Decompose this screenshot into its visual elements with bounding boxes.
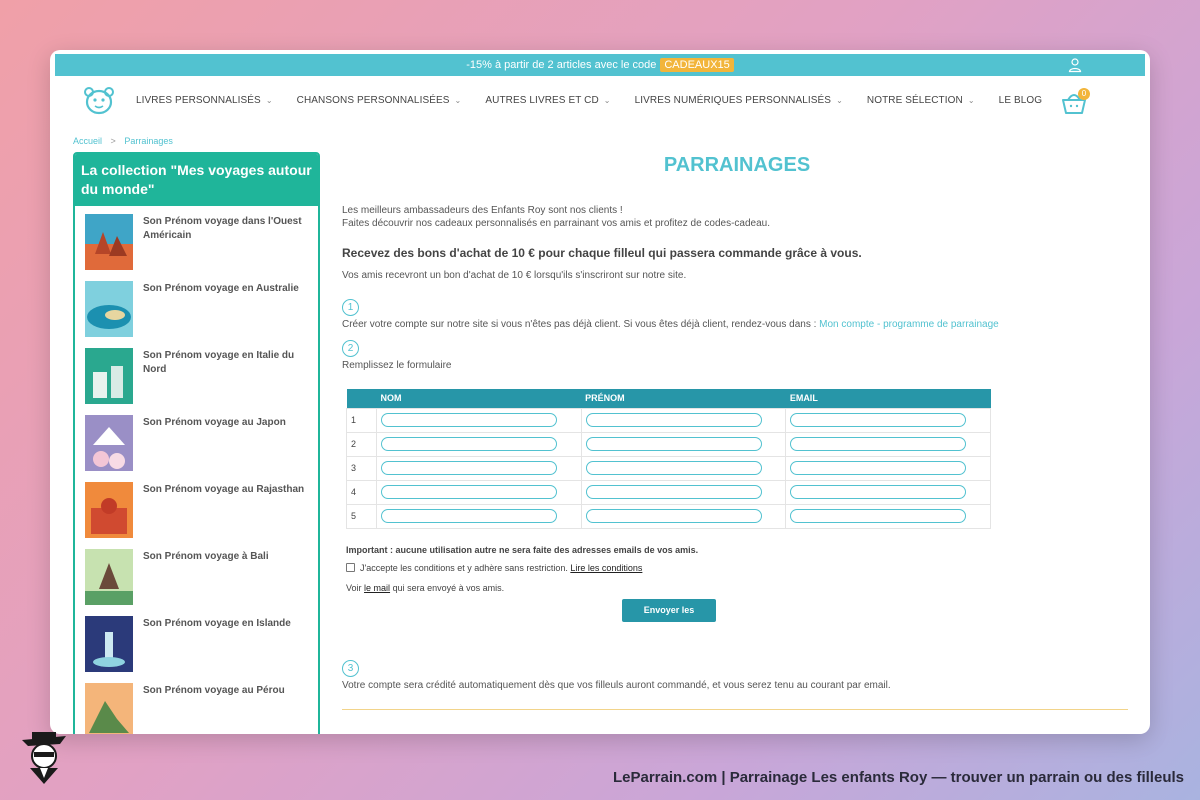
nav-menu [136, 95, 1066, 106]
account-referral-link[interactable]: Mon compte - programme de parrainage [819, 319, 999, 330]
step-1-number: 1 [342, 299, 359, 316]
sidebar-item-australie[interactable]: Son Prénom voyage en Australie [75, 273, 318, 340]
promo-text: -15% à partir de 2 articles avec le code [466, 59, 657, 71]
book-cover-thumbnail [85, 415, 133, 471]
email-input[interactable] [790, 485, 966, 499]
table-header-prenom: PRÉNOM [581, 389, 786, 408]
accept-text: J'accepte les conditions et y adhère sans restriction. [360, 562, 568, 573]
cart-count-badge: 0 [1078, 88, 1090, 100]
footer-caption: LeParrain.com | Parrainage Les enfants Roy — trouver un parrain ou des filleuls [612, 769, 1184, 786]
breadcrumb-home[interactable]: Accueil [73, 136, 103, 146]
main-content [342, 152, 1132, 710]
nav-item-blog[interactable]: LE BLOG [998, 95, 1043, 106]
promo-code: CADEAUX15 [660, 58, 733, 72]
row-number: 4 [347, 480, 377, 504]
step-1 [342, 299, 1132, 330]
intro-text: Les meilleurs ambassadeurs des Enfants Roy sont nos clients ! Faites découvrir nos cadeaux personnalisés en parrainant vos amis et profitez de codes-cadeau. [342, 205, 771, 229]
chevron-down-icon: ⌄ [454, 96, 462, 105]
email-input[interactable] [790, 461, 966, 475]
sidebar-item-japon[interactable]: Son Prénom voyage au Japon [75, 407, 318, 474]
chevron-down-icon: ⌄ [265, 96, 273, 105]
row-number: 1 [347, 408, 377, 432]
nom-input[interactable] [381, 509, 557, 523]
send-invitations-button[interactable]: Envoyer les invitations [622, 599, 716, 622]
chevron-down-icon: ⌄ [603, 96, 611, 105]
preview-mail-line: Voir le mail qui sera envoyé à vos amis. [346, 582, 505, 593]
book-cover-thumbnail [85, 616, 133, 672]
sidebar-item-rajasthan[interactable]: Son Prénom voyage au Rajasthan [75, 474, 318, 541]
nav-item-selection[interactable]: NOTRE SÉLECTION ⌄ [866, 95, 975, 106]
row-number: 3 [347, 456, 377, 480]
step-3-text: Votre compte sera crédité automatiquement dès que vos filleuls auront commandé, et vous serez tenu au courant par email. [342, 679, 891, 691]
accept-checkbox[interactable] [346, 563, 355, 572]
breadcrumb [73, 136, 173, 146]
sidebar-item-ouest-americain[interactable]: Son Prénom voyage dans l'Ouest Américain [75, 206, 318, 273]
sidebar-item-islande[interactable]: Son Prénom voyage en Islande [75, 608, 318, 675]
nom-input[interactable] [381, 437, 557, 451]
table-header-num [347, 389, 377, 408]
table-row [347, 432, 991, 456]
preview-mail-link[interactable]: le mail [364, 582, 391, 593]
step-3-number: 3 [342, 660, 359, 677]
table-header-nom: NOM [377, 389, 582, 408]
prenom-input[interactable] [586, 461, 762, 475]
prenom-input[interactable] [586, 485, 762, 499]
breadcrumb-separator: > [110, 136, 116, 146]
sidebar-collection [73, 152, 320, 734]
email-input[interactable] [790, 413, 966, 427]
table-row [347, 504, 991, 528]
step-2 [342, 340, 1132, 371]
nav-item-numeriques[interactable]: LIVRES NUMÉRIQUES PERSONNALISÉS ⌄ [634, 95, 843, 106]
nom-input[interactable] [381, 461, 557, 475]
book-cover-thumbnail [85, 482, 133, 538]
book-cover-thumbnail [85, 348, 133, 404]
nav-item-livres[interactable]: LIVRES PERSONNALISÉS ⌄ [136, 95, 273, 106]
conditions-link[interactable]: Lire les conditions [570, 562, 643, 573]
book-cover-thumbnail [85, 683, 133, 734]
table-row [347, 480, 991, 504]
important-notice: Important : aucune utilisation autre ne sera faite des adresses emails de vos amis. [346, 544, 699, 555]
page-title: PARRAINAGES [663, 154, 811, 176]
breadcrumb-current: Parrainages [124, 136, 173, 146]
book-cover-thumbnail [85, 214, 133, 270]
referral-form-table [346, 389, 991, 529]
row-number: 2 [347, 432, 377, 456]
table-row [347, 456, 991, 480]
sidebar-item-bali[interactable]: Son Prénom voyage à Bali [75, 541, 318, 608]
step-1-text: Créer votre compte sur notre site si vous n'êtes pas déjà client. Si vous êtes déjà client, rendez-vous dans : [342, 319, 817, 330]
nav-item-autres[interactable]: AUTRES LIVRES ET CD ⌄ [485, 95, 611, 106]
accept-conditions [346, 563, 1132, 573]
table-header-email: EMAIL [786, 389, 991, 408]
browser-frame [50, 50, 1150, 734]
chevron-down-icon: ⌄ [836, 96, 843, 105]
friends-text: Vos amis recevront un bon d'achat de 10 € lorsqu'ils s'inscriront sur notre site. [342, 270, 687, 281]
bonus-heading: Recevez des bons d'achat de 10 € pour chaque filleul qui passera commande grâce à vous. [342, 246, 862, 260]
logo-icon[interactable] [83, 86, 115, 116]
table-row [347, 408, 991, 432]
cart-button[interactable] [1060, 88, 1090, 116]
email-input[interactable] [790, 509, 966, 523]
sidebar-item-italie[interactable]: Son Prénom voyage en Italie du Nord [75, 340, 318, 407]
row-number: 5 [347, 504, 377, 528]
step-2-number: 2 [342, 340, 359, 357]
step-2-text: Remplissez le formulaire [342, 360, 452, 371]
sidebar-title: La collection "Mes voyages autour du monde" [75, 154, 318, 206]
user-icon[interactable] [1067, 57, 1083, 73]
book-cover-thumbnail [85, 549, 133, 605]
prenom-input[interactable] [586, 413, 762, 427]
leparrain-mascot-logo [18, 728, 70, 784]
sidebar-item-perou[interactable]: Son Prénom voyage au Pérou [75, 675, 318, 734]
section-divider [342, 709, 1128, 710]
main-navigation [50, 76, 1150, 128]
nom-input[interactable] [381, 485, 557, 499]
nom-input[interactable] [381, 413, 557, 427]
chevron-down-icon: ⌄ [967, 96, 975, 105]
book-cover-thumbnail [85, 281, 133, 337]
promo-banner [55, 54, 1145, 76]
nav-item-chansons[interactable]: CHANSONS PERSONNALISÉES ⌄ [296, 95, 462, 106]
email-input[interactable] [790, 437, 966, 451]
step-3 [342, 660, 1132, 691]
prenom-input[interactable] [586, 437, 762, 451]
prenom-input[interactable] [586, 509, 762, 523]
